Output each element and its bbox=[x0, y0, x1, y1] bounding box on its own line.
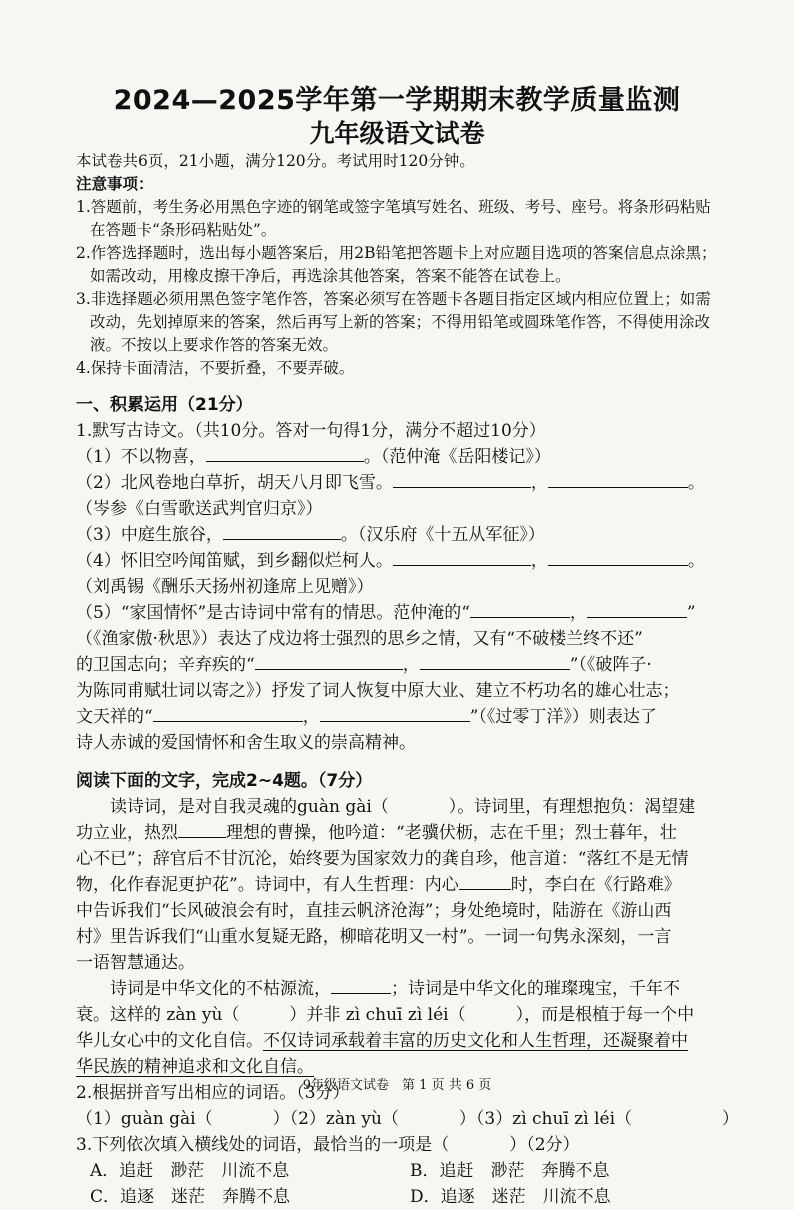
option-d[interactable]: D．追逐 迷茫 川流不息 bbox=[410, 1187, 611, 1207]
note-4: 4.保持卡面清洁，不要折叠，不要弄破。 bbox=[76, 359, 355, 377]
reading-p2-l2: 衰。这样的 zàn yù（ ）并非 zì chuī zì léi（ ），而是根植于每一个中 bbox=[76, 1005, 695, 1025]
q1-item-5-line2: （《渔家傲·秋思》）表达了戍边将士强烈的思乡之情，又有“不破楼兰终不还” bbox=[76, 629, 643, 649]
q1-item-5-line5: 文天祥的“ ， ”（《过零丁洋》）则表达了 bbox=[76, 707, 657, 727]
answer-blank[interactable] bbox=[393, 471, 531, 488]
note-1: 1.答题前，考生务必用黑色字迹的钢笔或签字笔填写姓名、班级、考号、座号。将条形码粘贴 bbox=[76, 198, 711, 216]
note-1-cont: 在答题卡“条形码粘贴处”。 bbox=[90, 221, 277, 239]
option-a[interactable]: A．追赶 渺茫 川流不息 bbox=[90, 1161, 290, 1181]
reading-p1-l4: 物，化作春泥更护花”。诗词中，有人生哲理：内心 时，李白在《行路难》 bbox=[76, 875, 681, 895]
q1-item-5-line6: 诗人赤诚的爱国情怀和舍生取义的崇高精神。 bbox=[76, 733, 416, 753]
answer-blank[interactable] bbox=[548, 471, 688, 488]
q1-item-3: （3）中庭生旅谷， 。（汉乐府《十五从军征》） bbox=[76, 525, 545, 545]
reading-p1-l5: 中告诉我们“长风破浪会有时，直挂云帆济沧海”；身处绝境时，陆游在《游山西 bbox=[76, 901, 672, 921]
answer-blank[interactable] bbox=[459, 873, 511, 890]
answer-blank[interactable] bbox=[206, 445, 364, 462]
q1-item-1: （1）不以物喜， 。（范仲淹《岳阳楼记》） bbox=[76, 447, 551, 467]
q1-item-4-source: （刘禹锡《酬乐天扬州初逢席上见赠》） bbox=[76, 577, 374, 597]
reading-heading: 阅读下面的文字，完成2~4题。（7分） bbox=[76, 771, 373, 791]
reading-p2-l3: 华儿女心中的文化自信。不仅诗词承载着丰富的历史文化和人生哲理，还凝聚着中 bbox=[76, 1031, 688, 1051]
notes-heading: 注意事项： bbox=[76, 175, 154, 193]
reading-p2-l1: 诗词是中华文化的不枯源流， ；诗词是中华文化的璀璨瑰宝，千年不 bbox=[110, 979, 680, 999]
note-3: 3.非选择题必须用黑色签字笔作答，答案必须写在答题卡各题目指定区域内相应位置上；如需 bbox=[76, 290, 711, 308]
note-3-cont: 改动，先划掉原来的答案，然后再写上新的答案；不得用铅笔或圆珠笔作答，不得使用涂改 bbox=[90, 313, 711, 331]
reading-p1-l7: 一语智慧通达。 bbox=[76, 953, 195, 973]
exam-subtitle: 九年级语文试卷 bbox=[309, 119, 485, 148]
answer-blank[interactable] bbox=[320, 705, 470, 722]
answer-blank[interactable] bbox=[255, 653, 403, 670]
answer-blank[interactable] bbox=[470, 601, 570, 618]
reading-p1-l1: 读诗词，是对自我灵魂的guàn gài（ ）。诗词里，有理想抱负：渴望建 bbox=[110, 797, 696, 817]
answer-blank[interactable] bbox=[178, 821, 226, 838]
option-b[interactable]: B．追赶 渺茫 奔腾不息 bbox=[410, 1161, 610, 1181]
section-1-heading: 一、积累运用（21分） bbox=[76, 395, 253, 415]
answer-blank[interactable] bbox=[420, 653, 570, 670]
option-c[interactable]: C．追逐 迷茫 奔腾不息 bbox=[90, 1187, 291, 1207]
answer-blank[interactable] bbox=[393, 549, 531, 566]
reading-p1-l6: 村》里告诉我们“山重水复疑无路，柳暗花明又一村”。一词一句隽永深刻，一言 bbox=[76, 927, 672, 947]
exam-title: 2024—2025学年第一学期期末教学质量监测 bbox=[113, 85, 681, 116]
q3-options-row2 bbox=[76, 1184, 738, 1210]
q1-stem: 1.默写古诗文。（共10分。答对一句得1分，满分不超过10分） bbox=[76, 421, 546, 441]
q1-item-2: （2）北风卷地白草折，胡天八月即飞雪。 ， 。 bbox=[76, 473, 705, 493]
answer-blank[interactable] bbox=[587, 601, 687, 618]
note-3-cont2: 液。不按以上要求作答的答案无效。 bbox=[90, 336, 339, 354]
q1-item-2-source: （岑参《白雪歌送武判官归京》） bbox=[76, 499, 323, 519]
note-2-cont: 如需改动，用橡皮擦干净后，再选涂其他答案，答案不能答在试卷上。 bbox=[90, 267, 571, 285]
reading-p1-l3: 心不已”；辞官后不甘沉沦，始终要为国家效力的龚自珍，他言道：“落红不是无情 bbox=[76, 849, 689, 869]
q1-item-5: （5）“家国情怀”是古诗词中常有的情思。范仲淹的“ ， ” bbox=[76, 603, 696, 623]
note-2: 2.作答选择题时，选出每小题答案后，用2B铅笔把答题卡上对应题目选项的答案信息点涂黑； bbox=[76, 244, 717, 262]
answer-blank[interactable] bbox=[223, 523, 341, 540]
underlined-sentence: 不仅诗词承载着丰富的历史文化和人生哲理，还凝聚着中 bbox=[263, 1031, 688, 1051]
reading-p1-l2: 功立业，热烈 理想的曹操，他吟道：“老骥伏枥，志在千里；烈士暮年，壮 bbox=[76, 823, 677, 843]
q2-answers: （1）guàn gài（ ）（2）zàn yù（ ）（3）zì chuī zì léi（ ） bbox=[76, 1109, 740, 1129]
answer-blank[interactable] bbox=[153, 705, 303, 722]
q3-stem: 3.下列依次填入横线处的词语，最恰当的一项是（ ）（2分） bbox=[76, 1135, 580, 1155]
intro-summary: 本试卷共6页，21小题，满分120分。考试用时120分钟。 bbox=[76, 152, 475, 170]
answer-blank[interactable] bbox=[548, 549, 688, 566]
reading-p2-l4: 华民族的精神追求和文化自信。 bbox=[76, 1057, 314, 1077]
answer-blank[interactable] bbox=[331, 977, 391, 994]
q2-stem: 2.根据拼音写出相应的词语。（3分） bbox=[76, 1083, 350, 1103]
q1-item-5-line4: 为陈同甫赋壮词以寄之》）抒发了词人恢复中原大业、建立不朽功名的雄心壮志； bbox=[76, 681, 680, 701]
q1-item-5-line3: 的卫国志向；辛弃疾的“ ， ”（《破阵子· bbox=[76, 655, 652, 675]
q1-item-4: （4）怀旧空吟闻笛赋，到乡翻似烂柯人。 ， 。 bbox=[76, 551, 705, 571]
page-footer: 9年级语文试卷 第 1 页 共 6 页 bbox=[302, 1078, 492, 1093]
exam-content bbox=[76, 150, 738, 1210]
q3-options-row1 bbox=[76, 1158, 738, 1184]
